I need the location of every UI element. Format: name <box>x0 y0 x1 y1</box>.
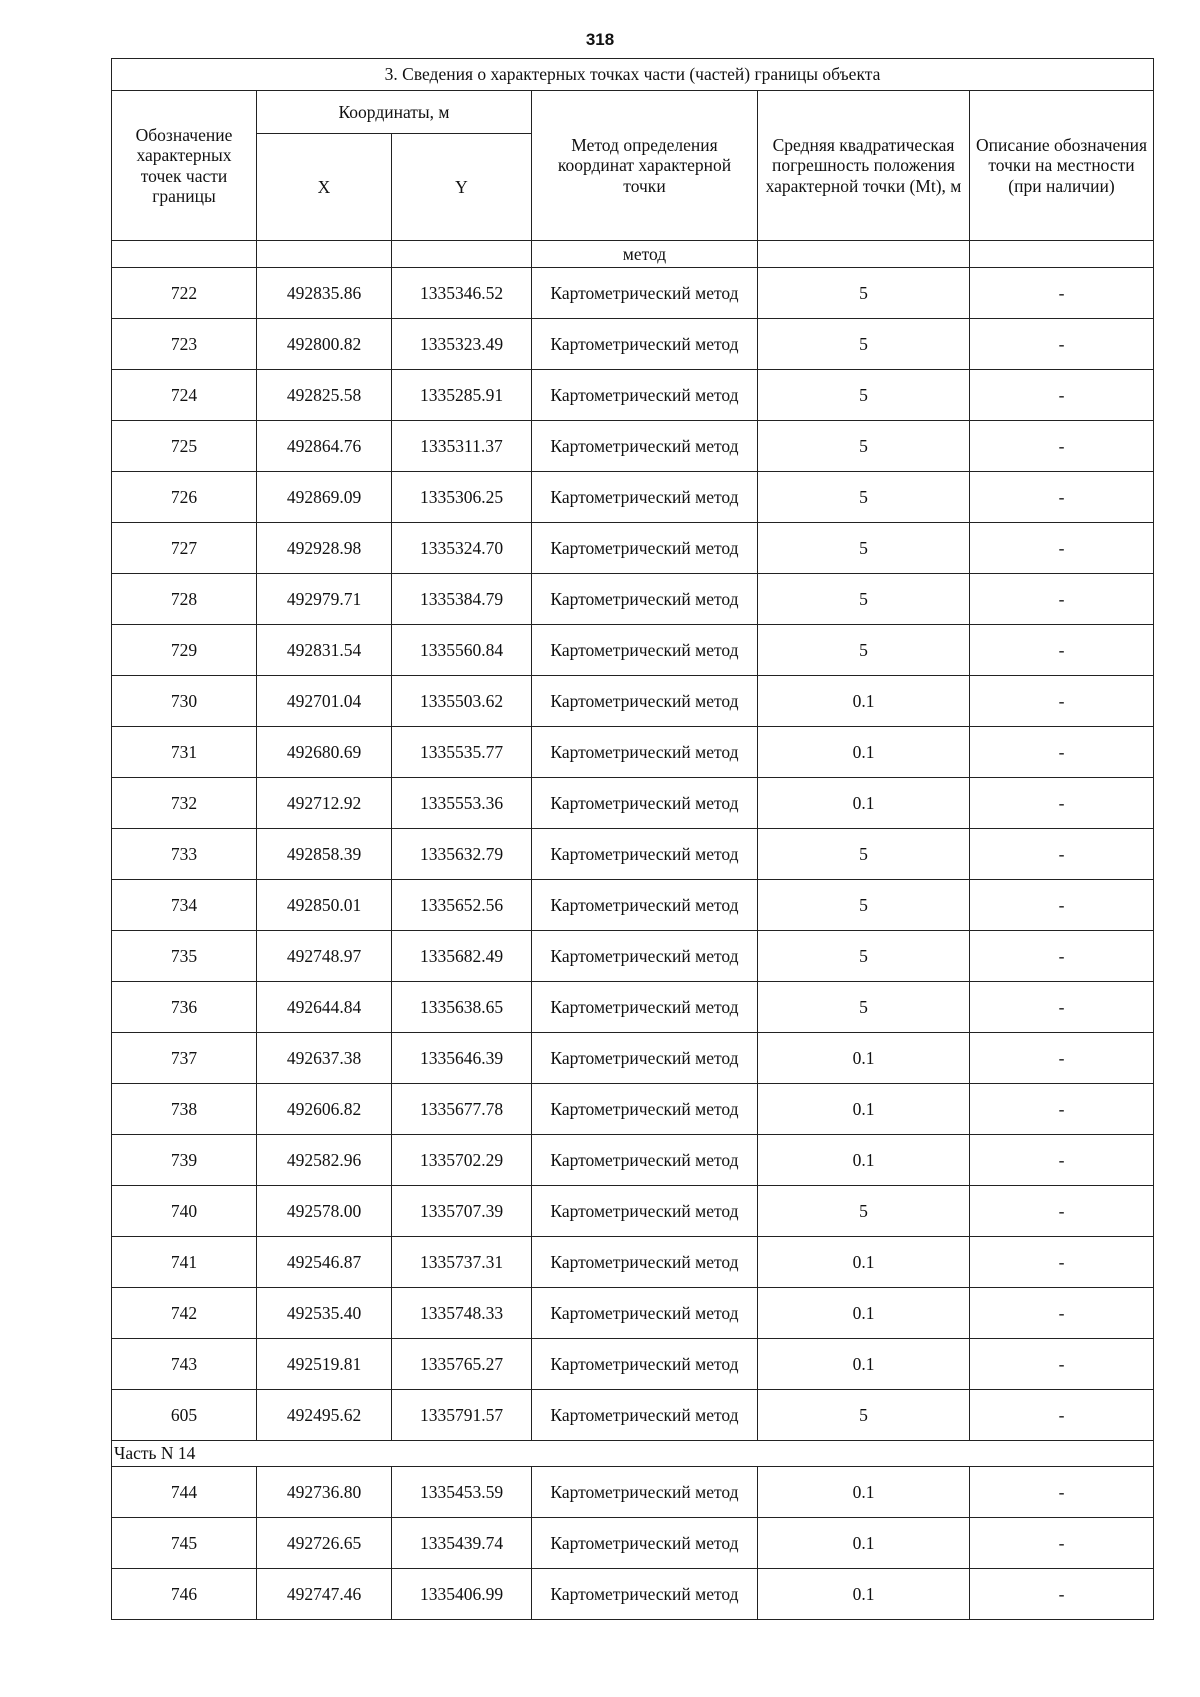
table-row <box>112 880 1154 931</box>
description-cell: - <box>970 421 1154 472</box>
description-cell: - <box>970 982 1154 1033</box>
y-cell: 1335682.49 <box>392 931 532 982</box>
table-row <box>112 421 1154 472</box>
x-cell: 492979.71 <box>257 574 392 625</box>
description-cell: - <box>970 1339 1154 1390</box>
error-cell: 5 <box>758 625 970 676</box>
x-cell: 492858.39 <box>257 829 392 880</box>
error-cell: 5 <box>758 523 970 574</box>
method-cell: Картометрический метод <box>532 370 758 421</box>
error-cell: 0.1 <box>758 1339 970 1390</box>
table-row <box>112 472 1154 523</box>
point-id-cell: 724 <box>112 370 257 421</box>
method-cell: Картометрический метод <box>532 778 758 829</box>
y-cell: 1335652.56 <box>392 880 532 931</box>
point-id-cell: 735 <box>112 931 257 982</box>
method-cell: Картометрический метод <box>532 982 758 1033</box>
continued-row <box>112 241 1154 268</box>
error-cell: 0.1 <box>758 1467 970 1518</box>
table-row <box>112 931 1154 982</box>
x-cell: 492519.81 <box>257 1339 392 1390</box>
table-row <box>112 1569 1154 1620</box>
x-cell: 492495.62 <box>257 1390 392 1441</box>
method-cell: Картометрический метод <box>532 1288 758 1339</box>
section-label: Часть N 14 <box>112 1441 1154 1467</box>
description-cell: - <box>970 472 1154 523</box>
description-cell: - <box>970 829 1154 880</box>
x-cell: 492800.82 <box>257 319 392 370</box>
description-cell: - <box>970 880 1154 931</box>
error-cell: 0.1 <box>758 778 970 829</box>
table-row <box>112 625 1154 676</box>
method-cell: Картометрический метод <box>532 931 758 982</box>
table-row <box>112 1033 1154 1084</box>
method-cell: Картометрический метод <box>532 625 758 676</box>
table-row <box>112 829 1154 880</box>
x-cell: 492644.84 <box>257 982 392 1033</box>
table-row <box>112 1237 1154 1288</box>
y-cell: 1335632.79 <box>392 829 532 880</box>
point-id-cell: 722 <box>112 268 257 319</box>
description-cell: - <box>970 319 1154 370</box>
table-row <box>112 268 1154 319</box>
table-body <box>112 241 1154 1620</box>
y-cell: 1335324.70 <box>392 523 532 574</box>
error-cell: 0.1 <box>758 1237 970 1288</box>
point-id-cell: 743 <box>112 1339 257 1390</box>
description-cell: - <box>970 727 1154 778</box>
description-cell: - <box>970 676 1154 727</box>
method-cell: Картометрический метод <box>532 1033 758 1084</box>
description-cell: - <box>970 1518 1154 1569</box>
error-cell: 0.1 <box>758 1569 970 1620</box>
description-cell: - <box>970 1033 1154 1084</box>
point-id-cell: 740 <box>112 1186 257 1237</box>
description-cell: - <box>970 370 1154 421</box>
error-cell: 5 <box>758 421 970 472</box>
error-cell: 0.1 <box>758 1033 970 1084</box>
point-id-cell: 741 <box>112 1237 257 1288</box>
method-cell: Картометрический метод <box>532 574 758 625</box>
method-cell: Картометрический метод <box>532 523 758 574</box>
method-cell: Картометрический метод <box>532 1518 758 1569</box>
y-cell: 1335638.65 <box>392 982 532 1033</box>
point-id-cell: 727 <box>112 523 257 574</box>
point-id-cell: 744 <box>112 1467 257 1518</box>
y-cell: 1335791.57 <box>392 1390 532 1441</box>
section-row <box>112 1441 1154 1467</box>
y-cell: 1335406.99 <box>392 1569 532 1620</box>
error-cell: 0.1 <box>758 1518 970 1569</box>
y-cell: 1335311.37 <box>392 421 532 472</box>
x-cell: 492546.87 <box>257 1237 392 1288</box>
error-cell: 5 <box>758 829 970 880</box>
x-cell: 492701.04 <box>257 676 392 727</box>
point-id-cell: 738 <box>112 1084 257 1135</box>
table-row <box>112 370 1154 421</box>
point-id-cell: 734 <box>112 880 257 931</box>
table-row <box>112 727 1154 778</box>
x-cell: 492928.98 <box>257 523 392 574</box>
error-cell: 5 <box>758 1390 970 1441</box>
point-id-cell: 737 <box>112 1033 257 1084</box>
x-cell: 492864.76 <box>257 421 392 472</box>
error-cell: 5 <box>758 931 970 982</box>
x-cell: 492637.38 <box>257 1033 392 1084</box>
error-cell: 5 <box>758 880 970 931</box>
x-cell: 492736.80 <box>257 1467 392 1518</box>
description-cell: - <box>970 625 1154 676</box>
x-cell: 492578.00 <box>257 1186 392 1237</box>
x-cell: 492825.58 <box>257 370 392 421</box>
header-designation: Обозначение характерных точек части границы <box>112 91 257 241</box>
description-cell: - <box>970 1390 1154 1441</box>
y-cell: 1335384.79 <box>392 574 532 625</box>
table-row <box>112 1288 1154 1339</box>
table-row <box>112 1518 1154 1569</box>
y-cell: 1335306.25 <box>392 472 532 523</box>
table-row <box>112 982 1154 1033</box>
method-cell: Картометрический метод <box>532 829 758 880</box>
point-id-cell: 731 <box>112 727 257 778</box>
method-cell: Картометрический метод <box>532 676 758 727</box>
description-cell: - <box>970 931 1154 982</box>
y-cell: 1335646.39 <box>392 1033 532 1084</box>
error-cell: 5 <box>758 472 970 523</box>
description-cell: - <box>970 1467 1154 1518</box>
method-cell: Картометрический метод <box>532 1569 758 1620</box>
y-cell: 1335707.39 <box>392 1186 532 1237</box>
table-row <box>112 1390 1154 1441</box>
description-cell: - <box>970 523 1154 574</box>
error-cell: 0.1 <box>758 727 970 778</box>
description-cell: - <box>970 1135 1154 1186</box>
description-cell: - <box>970 1288 1154 1339</box>
description-cell: - <box>970 1186 1154 1237</box>
x-cell: 492712.92 <box>257 778 392 829</box>
point-id-cell: 736 <box>112 982 257 1033</box>
description-cell: - <box>970 1569 1154 1620</box>
point-id-cell: 729 <box>112 625 257 676</box>
error-cell: 0.1 <box>758 1084 970 1135</box>
y-cell: 1335285.91 <box>392 370 532 421</box>
description-cell: - <box>970 778 1154 829</box>
method-cell: Картометрический метод <box>532 727 758 778</box>
description-cell: - <box>970 1084 1154 1135</box>
x-cell: 492680.69 <box>257 727 392 778</box>
y-cell: 1335453.59 <box>392 1467 532 1518</box>
method-cell: Картометрический метод <box>532 1339 758 1390</box>
table-row <box>112 523 1154 574</box>
header-description: Описание обозначения точки на местности (при наличии) <box>970 91 1154 241</box>
error-cell: 5 <box>758 982 970 1033</box>
method-cell: Картометрический метод <box>532 319 758 370</box>
y-cell: 1335765.27 <box>392 1339 532 1390</box>
x-cell: 492831.54 <box>257 625 392 676</box>
error-cell: 0.1 <box>758 1135 970 1186</box>
point-id-cell: 742 <box>112 1288 257 1339</box>
header-y: Y <box>392 134 532 241</box>
y-cell: 1335737.31 <box>392 1237 532 1288</box>
x-cell: 492835.86 <box>257 268 392 319</box>
description-cell: - <box>970 574 1154 625</box>
point-id-cell: 728 <box>112 574 257 625</box>
error-cell: 5 <box>758 1186 970 1237</box>
table-row <box>112 778 1154 829</box>
header-coordinates: Координаты, м <box>257 91 532 134</box>
y-cell: 1335346.52 <box>392 268 532 319</box>
point-id-cell: 730 <box>112 676 257 727</box>
method-cell: Картометрический метод <box>532 1186 758 1237</box>
page-number: 318 <box>585 30 615 49</box>
method-cell: Картометрический метод <box>532 1135 758 1186</box>
y-cell: 1335702.29 <box>392 1135 532 1186</box>
header-x: X <box>257 134 392 241</box>
y-cell: 1335560.84 <box>392 625 532 676</box>
method-cell: Картометрический метод <box>532 1084 758 1135</box>
y-cell: 1335748.33 <box>392 1288 532 1339</box>
error-cell: 0.1 <box>758 1288 970 1339</box>
continued-method-cell: метод <box>532 241 758 268</box>
method-cell: Картометрический метод <box>532 1237 758 1288</box>
table-row <box>112 319 1154 370</box>
method-cell: Картометрический метод <box>532 472 758 523</box>
error-cell: 5 <box>758 574 970 625</box>
table-row <box>112 1084 1154 1135</box>
point-id-cell: 732 <box>112 778 257 829</box>
x-cell: 492869.09 <box>257 472 392 523</box>
x-cell: 492535.40 <box>257 1288 392 1339</box>
x-cell: 492582.96 <box>257 1135 392 1186</box>
method-cell: Картометрический метод <box>532 1390 758 1441</box>
point-id-cell: 725 <box>112 421 257 472</box>
point-id-cell: 739 <box>112 1135 257 1186</box>
y-cell: 1335323.49 <box>392 319 532 370</box>
x-cell: 492606.82 <box>257 1084 392 1135</box>
description-cell: - <box>970 268 1154 319</box>
y-cell: 1335677.78 <box>392 1084 532 1135</box>
header-error: Средняя квадратическая погрешность положения характерной точки (Mt), м <box>758 91 970 241</box>
table-row <box>112 1339 1154 1390</box>
method-cell: Картометрический метод <box>532 1467 758 1518</box>
point-id-cell: 745 <box>112 1518 257 1569</box>
x-cell: 492850.01 <box>257 880 392 931</box>
error-cell: 5 <box>758 370 970 421</box>
method-cell: Картометрический метод <box>532 268 758 319</box>
x-cell: 492726.65 <box>257 1518 392 1569</box>
table-title: 3. Сведения о характерных точках части (частей) границы объекта <box>112 59 1154 91</box>
table-row <box>112 574 1154 625</box>
point-id-cell: 723 <box>112 319 257 370</box>
x-cell: 492748.97 <box>257 931 392 982</box>
description-cell: - <box>970 1237 1154 1288</box>
method-cell: Картометрический метод <box>532 421 758 472</box>
table-row <box>112 1467 1154 1518</box>
y-cell: 1335535.77 <box>392 727 532 778</box>
point-id-cell: 746 <box>112 1569 257 1620</box>
table-row <box>112 1186 1154 1237</box>
x-cell: 492747.46 <box>257 1569 392 1620</box>
y-cell: 1335503.62 <box>392 676 532 727</box>
header-method: Метод определения координат характерной точки <box>532 91 758 241</box>
point-id-cell: 605 <box>112 1390 257 1441</box>
y-cell: 1335439.74 <box>392 1518 532 1569</box>
table-row <box>112 1135 1154 1186</box>
point-id-cell: 726 <box>112 472 257 523</box>
point-id-cell: 733 <box>112 829 257 880</box>
method-cell: Картометрический метод <box>532 880 758 931</box>
table-row <box>112 676 1154 727</box>
error-cell: 5 <box>758 319 970 370</box>
error-cell: 5 <box>758 268 970 319</box>
y-cell: 1335553.36 <box>392 778 532 829</box>
boundary-points-table <box>111 58 1154 1620</box>
error-cell: 0.1 <box>758 676 970 727</box>
